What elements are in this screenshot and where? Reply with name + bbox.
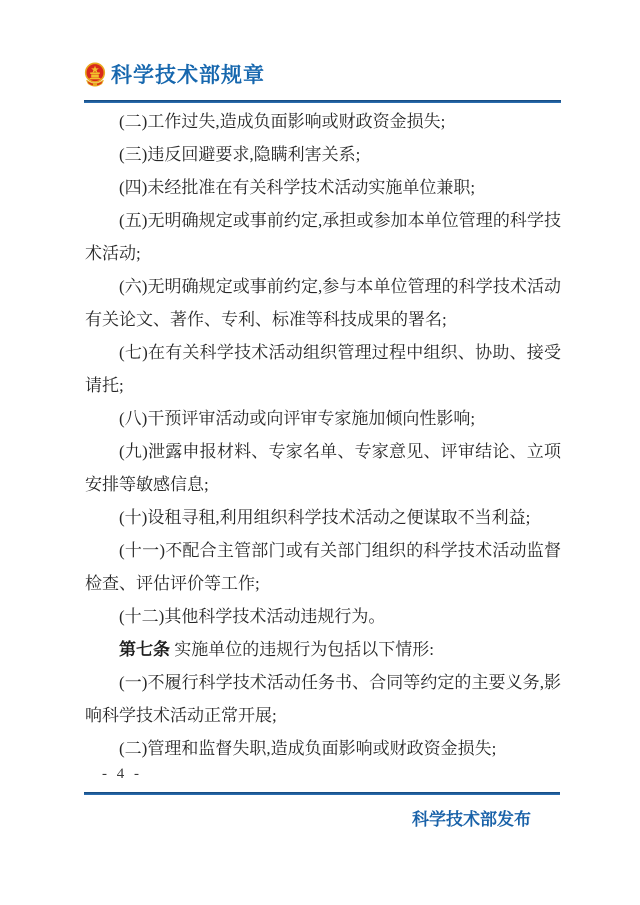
- paragraph-text: (八)干预评审活动或向评审专家施加倾向性影响;: [119, 409, 476, 428]
- page-header: [84, 59, 265, 89]
- paragraph-text: (九)泄露申报材料、专家名单、专家意见、评审结论、立项安排等敏感信息;: [85, 442, 561, 494]
- body-paragraph: [85, 138, 561, 171]
- page-number: - 4 -: [102, 766, 142, 782]
- body-paragraph: [85, 666, 561, 732]
- paragraph-text: (五)无明确规定或事前约定,承担或参加本单位管理的科学技术活动;: [85, 211, 561, 263]
- body-paragraph: [85, 732, 561, 765]
- page-header-title: 科学技术部规章: [111, 64, 265, 87]
- body-paragraph: [85, 633, 561, 666]
- paragraph-text: 实施单位的违规行为包括以下情形:: [170, 640, 434, 659]
- paragraph-text: (十二)其他科学技术活动违规行为。: [119, 607, 386, 626]
- body-paragraph: [85, 105, 561, 138]
- paragraph-text: (一)不履行科学技术活动任务书、合同等约定的主要义务,影响科学技术活动正常开展;: [85, 673, 561, 725]
- body-paragraph: [85, 171, 561, 204]
- paragraph-text: (十一)不配合主管部门或有关部门组织的科学技术活动监督检查、评估评价等工作;: [85, 541, 561, 593]
- body-paragraph: [85, 204, 561, 270]
- body-paragraph: [85, 336, 561, 402]
- document-body: [85, 105, 561, 765]
- national-emblem-icon: [84, 62, 106, 87]
- paragraph-text: (七)在有关科学技术活动组织管理过程中组织、协助、接受请托;: [85, 343, 561, 395]
- body-paragraph: [85, 501, 561, 534]
- paragraph-text: (二)工作过失,造成负面影响或财政资金损失;: [119, 112, 446, 131]
- paragraph-text: (十)设租寻租,利用组织科学技术活动之便谋取不当利益;: [119, 508, 531, 527]
- body-paragraph: [85, 600, 561, 633]
- body-paragraph: [85, 270, 561, 336]
- footer-divider: [84, 792, 560, 795]
- body-paragraph: [85, 402, 561, 435]
- paragraph-text: (三)违反回避要求,隐瞒利害关系;: [119, 145, 361, 164]
- body-paragraph: [85, 435, 561, 501]
- publisher-label: 科学技术部发布: [412, 810, 531, 829]
- article-number: 第七条: [119, 640, 170, 659]
- body-paragraph: [85, 534, 561, 600]
- paragraph-text: (四)未经批准在有关科学技术活动实施单位兼职;: [119, 178, 476, 197]
- paragraph-text: (六)无明确规定或事前约定,参与本单位管理的科学技术活动有关论文、著作、专利、标准等科技成果的署名;: [85, 277, 561, 329]
- paragraph-text: (二)管理和监督失职,造成负面影响或财政资金损失;: [119, 739, 497, 758]
- header-divider: [84, 100, 561, 103]
